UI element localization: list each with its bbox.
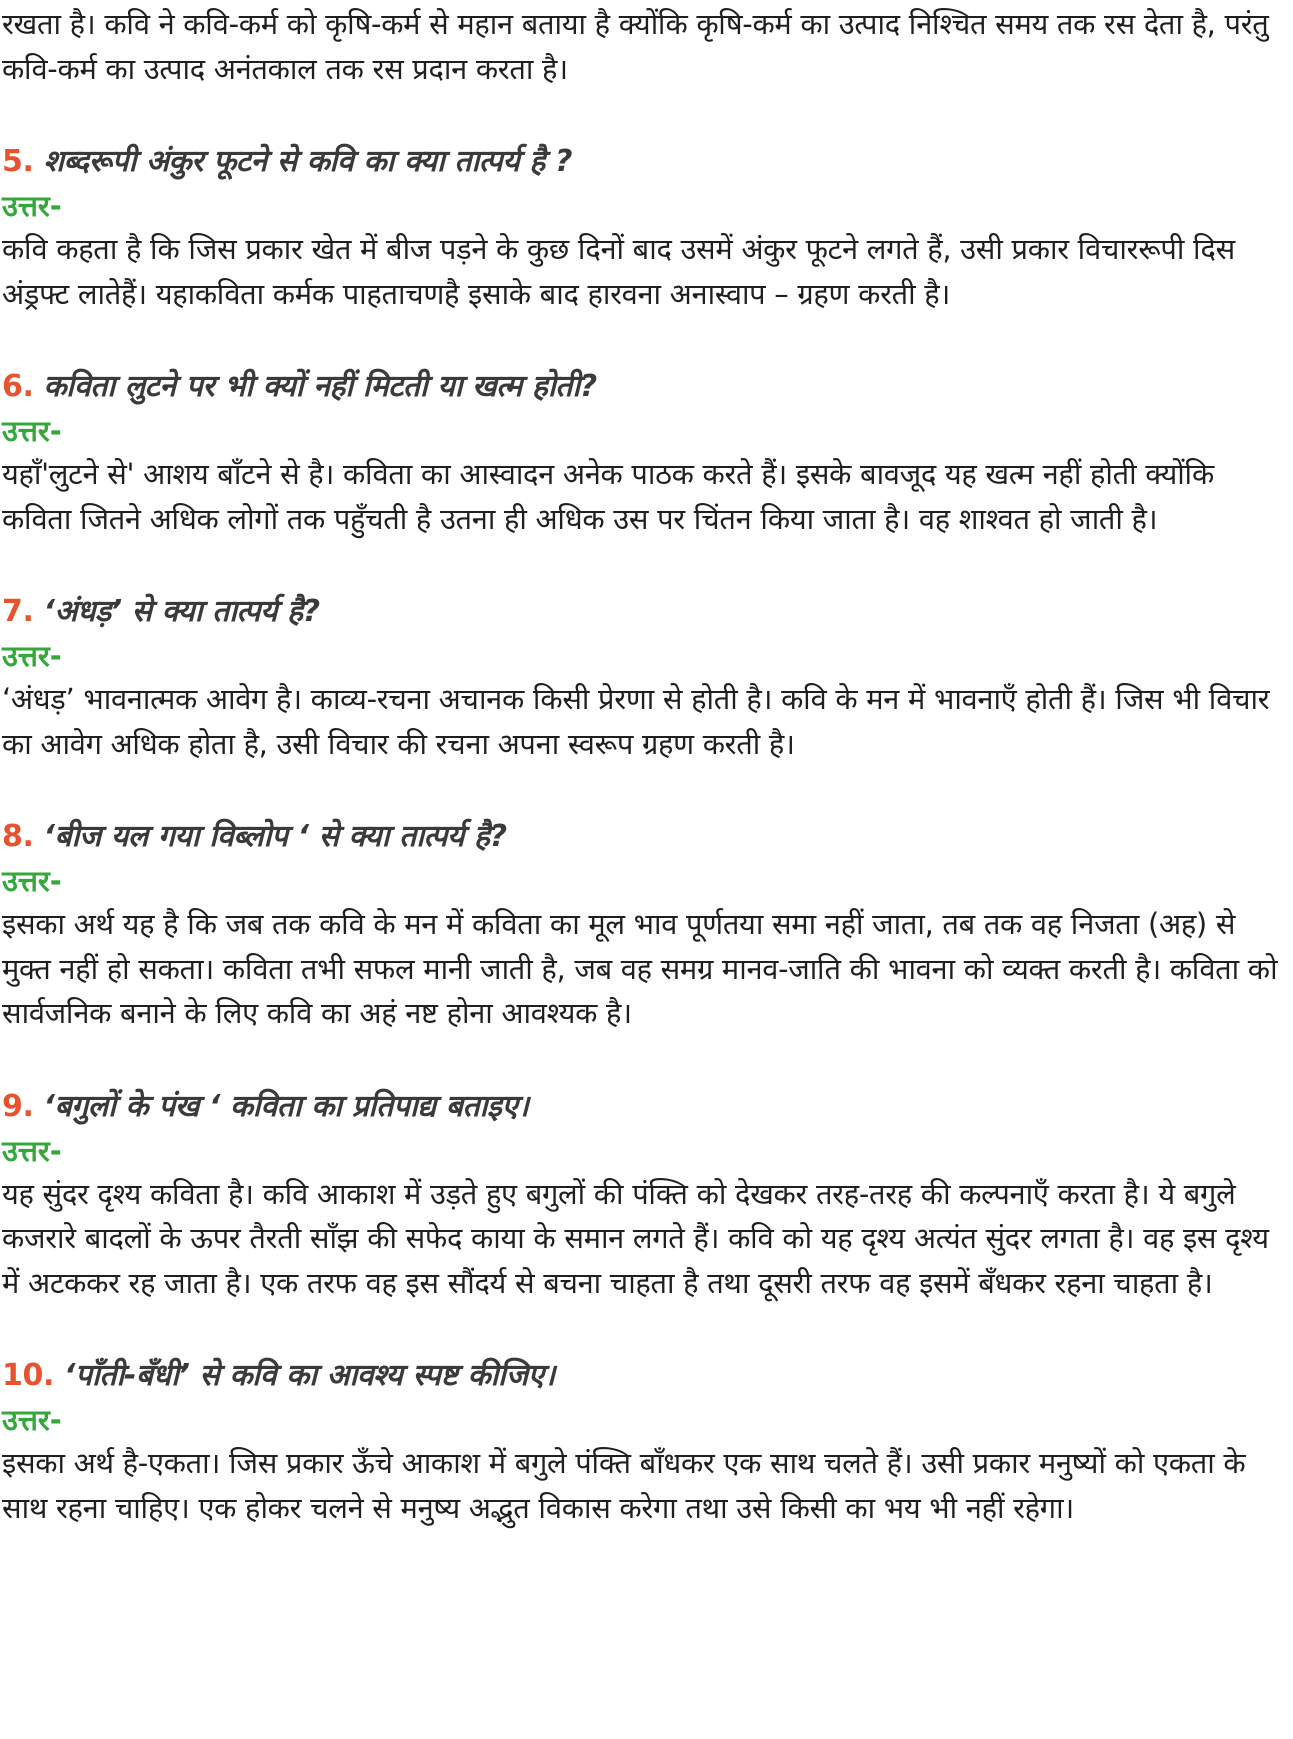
answer-label-text: उत्तर-	[2, 1403, 62, 1437]
qa-item-6	[2, 364, 1289, 541]
qa-item-7	[2, 589, 1289, 766]
answer-text: इसका अर्थ है-एकता। जिस प्रकार ऊँचे आकाश में बगुले पंक्ति बाँधकर एक साथ चलते हैं। उसी प्रकार मनुष्यों को एकता के साथ रहना चाहिए। एक होकर चलने से मनुष्य अद्भुत विकास करेगा तथा उसे किसी का भय भी नहीं रहेगा।	[2, 1446, 1246, 1525]
question	[2, 139, 1289, 185]
qa-item-8	[2, 814, 1289, 1036]
qa-item-5	[2, 139, 1289, 316]
question	[2, 814, 1289, 860]
qa-item-9	[2, 1084, 1289, 1306]
answer-label	[2, 410, 1289, 452]
answer-label-text: उत्तर-	[2, 1133, 62, 1168]
answer-label	[2, 1130, 1289, 1172]
question-text: ‘बगुलों के पंख ‘ कविता का प्रतिपाद्य बताइए।	[43, 1088, 529, 1124]
question-number: 5.	[2, 144, 34, 179]
question	[2, 1084, 1289, 1130]
question-number: 8.	[2, 819, 34, 854]
answer-text: इसका अर्थ यह है कि जब तक कवि के मन में कविता का मूल भाव पूर्णतया समा नहीं जाता, तब तक वह निजता (अह) से मुक्त नहीं हो सकता। कविता तभी सफल मानी जाती है, जब वह समग्र मानव-जाति की भावना को व्यक्त करती है। कविता को सार्वजनिक बनाने के लिए कवि का अहं नष्ट होना आवश्यक है।	[2, 907, 1278, 1030]
answer-label-text: उत्तर-	[2, 864, 62, 898]
question-text: कविता लुटने पर भी क्यों नहीं मिटती या खत्म होती?	[43, 369, 597, 404]
question	[2, 364, 1289, 410]
question-number: 6.	[2, 369, 34, 404]
answer-label-text: उत्तर-	[2, 414, 62, 448]
question-number: 9.	[2, 1088, 34, 1124]
answer-text: कवि कहता है कि जिस प्रकार खेत में बीज पड़ने के कुछ दिनों बाद उसमें अंकुर फूटने लगते हैं, उसी प्रकार विचाररूपी दिस अंड्रफ्ट लातेहैं। यहाकविता कर्मक पाहताचणहै इसाके बाद हारवना अनास्वाप – ग्रहण करती है।	[2, 232, 1235, 311]
answer-label	[2, 635, 1289, 677]
question-text: ‘पाँती-बँधी’ से कवि का आवश्य स्पष्ट कीजिए।	[64, 1358, 555, 1393]
question-number: 7.	[2, 594, 34, 629]
answer-label	[2, 1399, 1289, 1441]
answer-text: यहाँ'लुटने से' आशय बाँटने से है। कविता का आस्वादन अनेक पाठक करते हैं। इसके बावजूद यह खत्म नहीं होती क्योंकि कविता जितने अधिक लोगों तक पहुँचती है उतना ही अधिक उस पर चिंतन किया जाता है। वह शाश्वत हो जाती है।	[2, 457, 1214, 536]
answer-text: ‘अंधड़’ भावनात्मक आवेग है। काव्य-रचना अचानक किसी प्रेरणा से होती है। कवि के मन में भावनाएँ होती हैं। जिस भी विचार का आवेग अधिक होता है, उसी विचार की रचना अपना स्वरूप ग्रहण करती है।	[2, 682, 1270, 761]
question-text: ‘अंधड़’ से क्या तात्पर्य है?	[43, 594, 320, 629]
answer-text: यह सुंदर दृश्य कविता है। कवि आकाश में उड़ते हुए बगुलों की पंक्ति को देखकर तरह-तरह की कल्पनाएँ करता है। ये बगुले कजरारे बादलों के ऊपर तैरती साँझ की सफेद काया के समान लगते हैं। कवि को यह दृश्य अत्यंत सुंदर लगता है। वह इस दृश्य में अटककर रह जाता है। एक तरफ वह इस सौंदर्य से बचना चाहता है तथा दूसरी तरफ वह इसमें बँधकर रहना चाहता है।	[2, 1176, 1269, 1300]
answer-label	[2, 860, 1289, 902]
question-text: शब्दरूपी अंकुर फूटने से कवि का क्या तात्पर्य है ?	[43, 144, 572, 179]
question-text: ‘बीज यल गया विब्लोप ‘ से क्या तात्पर्य है?	[43, 819, 507, 854]
intro-paragraph: रखता है। कवि ने कवि-कर्म को कृषि-कर्म से महान बताया है क्योंकि कृषि-कर्म का उत्पाद निश्चित समय तक रस देता है, परंतु कवि-कर्म का उत्पाद अनंतकाल तक रस प्रदान करता है।	[2, 7, 1269, 86]
question	[2, 1353, 1289, 1399]
question	[2, 589, 1289, 635]
answer-label-text: उत्तर-	[2, 639, 62, 673]
answer-label	[2, 185, 1289, 227]
answer-label-text: उत्तर-	[2, 189, 62, 223]
question-number: 10.	[2, 1358, 54, 1393]
qa-item-10	[2, 1353, 1289, 1530]
